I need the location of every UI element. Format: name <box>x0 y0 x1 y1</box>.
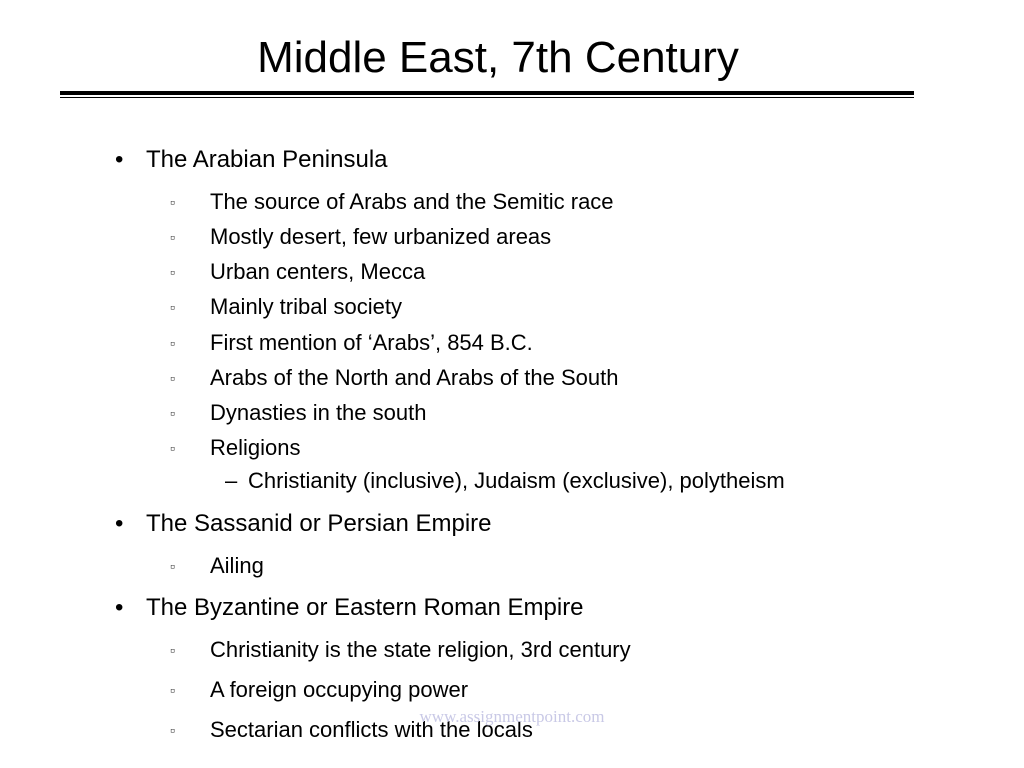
section-heading <box>115 145 388 175</box>
dash-bullet-icon: – <box>225 468 238 493</box>
list-item <box>170 363 618 393</box>
list-item <box>170 398 426 428</box>
bullet-icon: • <box>115 594 124 621</box>
list-item <box>170 675 468 705</box>
list-item <box>170 635 631 665</box>
slide-title: Middle East, 7th Century <box>257 33 739 82</box>
list-item-text: Religions <box>210 435 301 460</box>
sub-list-item <box>225 466 785 496</box>
square-bullet-icon: ▫ <box>170 405 175 421</box>
section-heading-text: The Arabian Peninsula <box>146 146 388 173</box>
list-item-text: Urban centers, Mecca <box>210 259 426 284</box>
square-bullet-icon: ▫ <box>170 335 175 351</box>
title-rule-thick <box>60 91 914 95</box>
list-item-text: A foreign occupying power <box>210 677 469 702</box>
list-item <box>170 551 264 581</box>
title-rule-thin <box>60 97 914 98</box>
list-item-text: The source of Arabs and the Semitic race <box>210 189 614 214</box>
square-bullet-icon: ▫ <box>170 194 175 210</box>
list-item-text: Ailing <box>210 553 264 578</box>
list-item-text: First mention of ‘Arabs’, 854 B.C. <box>210 330 533 355</box>
list-item-text: Mostly desert, few urbanized areas <box>210 224 552 249</box>
square-bullet-icon: ▫ <box>170 682 175 698</box>
sub-list-item-text: Christianity (inclusive), Judaism (exclusive), polytheism <box>248 468 785 493</box>
section-heading <box>115 509 492 539</box>
section-heading-text: The Sassanid or Persian Empire <box>146 510 492 537</box>
bullet-icon: • <box>115 510 124 537</box>
list-item-text: Mainly tribal society <box>210 294 402 319</box>
list-item <box>170 433 301 463</box>
list-item <box>170 257 425 287</box>
square-bullet-icon: ▫ <box>170 440 175 456</box>
list-item-text: Christianity is the state religion, 3rd century <box>210 637 631 662</box>
list-item-text: Dynasties in the south <box>210 400 427 425</box>
square-bullet-icon: ▫ <box>170 264 175 280</box>
section-heading-text: The Byzantine or Eastern Roman Empire <box>146 594 584 621</box>
list-item <box>170 328 533 358</box>
square-bullet-icon: ▫ <box>170 299 175 315</box>
list-item <box>170 187 614 217</box>
square-bullet-icon: ▫ <box>170 370 175 386</box>
square-bullet-icon: ▫ <box>170 229 175 245</box>
bullet-icon: • <box>115 146 124 173</box>
list-item <box>170 222 551 252</box>
square-bullet-icon: ▫ <box>170 722 175 738</box>
list-item <box>170 292 402 322</box>
watermark: www.assignmentpoint.com <box>419 707 605 726</box>
section-heading <box>115 593 584 623</box>
list-item-text: Arabs of the North and Arabs of the South <box>210 365 619 390</box>
square-bullet-icon: ▫ <box>170 642 175 658</box>
square-bullet-icon: ▫ <box>170 558 175 574</box>
list-item-text: Sectarian conflicts with the locals <box>210 717 533 742</box>
